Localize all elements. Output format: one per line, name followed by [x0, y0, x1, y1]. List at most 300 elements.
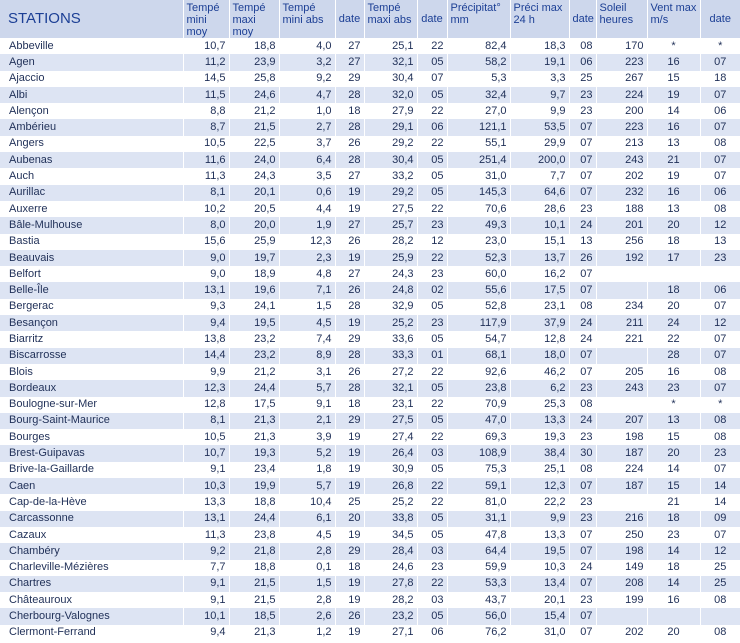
temp-mini-abs-cell: 1,5	[279, 299, 335, 315]
temp-mini-abs-cell: 3,1	[279, 364, 335, 380]
temp-mini-abs-cell: 1,8	[279, 462, 335, 478]
preci-max-cell: 15,4	[510, 608, 569, 624]
precipitation-cell: 55,6	[447, 282, 510, 298]
table-row	[0, 397, 740, 413]
temp-mini-moy-cell: 8,1	[183, 413, 229, 429]
date-maxi-cell: 23	[417, 315, 447, 331]
header-row	[0, 0, 740, 38]
station-name: Bordeaux	[0, 380, 183, 396]
precipitation-cell: 23,0	[447, 234, 510, 250]
temp-mini-moy-cell: 13,3	[183, 494, 229, 510]
precipitation-cell: 52,8	[447, 299, 510, 315]
precipitation-cell: 54,7	[447, 331, 510, 347]
temp-maxi-moy-cell: 18,8	[229, 38, 279, 54]
temp-maxi-abs-cell: 26,4	[364, 445, 417, 461]
temp-mini-moy-cell: 11,3	[183, 527, 229, 543]
temp-maxi-abs-cell: 24,6	[364, 560, 417, 576]
date-preci-cell: 07	[569, 152, 596, 168]
date-preci-cell: 24	[569, 315, 596, 331]
temp-mini-abs-cell: 4,5	[279, 527, 335, 543]
soleil-cell: 221	[596, 331, 647, 347]
temp-mini-moy-cell: 9,2	[183, 543, 229, 559]
temp-mini-moy-cell: 13,8	[183, 331, 229, 347]
date-mini-cell: 19	[335, 462, 364, 478]
date-preci-cell: 08	[569, 299, 596, 315]
date-mini-cell: 26	[335, 282, 364, 298]
date-maxi-cell: 05	[417, 608, 447, 624]
temp-mini-moy-cell: 8,7	[183, 119, 229, 135]
vent-max-cell: 16	[647, 592, 700, 608]
temp-maxi-moy-cell: 19,3	[229, 445, 279, 461]
date-vent-cell: 07	[700, 380, 740, 396]
temp-mini-abs-cell: 7,1	[279, 282, 335, 298]
temp-mini-moy-cell: 15,6	[183, 234, 229, 250]
date-vent-cell: 07	[700, 168, 740, 184]
date-preci-cell: 07	[569, 119, 596, 135]
precipitation-cell: 121,1	[447, 119, 510, 135]
temp-maxi-abs-cell: 23,2	[364, 608, 417, 624]
date-preci-cell: 24	[569, 560, 596, 576]
temp-maxi-moy-cell: 23,2	[229, 348, 279, 364]
temp-mini-abs-cell: 4,7	[279, 87, 335, 103]
temp-maxi-abs-cell: 33,2	[364, 168, 417, 184]
station-name: Besançon	[0, 315, 183, 331]
temp-maxi-abs-cell: 27,2	[364, 364, 417, 380]
date-preci-cell: 23	[569, 494, 596, 510]
temp-mini-moy-cell: 10,5	[183, 429, 229, 445]
temp-maxi-abs-cell: 27,9	[364, 103, 417, 119]
temp-maxi-moy-cell: 20,5	[229, 201, 279, 217]
temp-mini-moy-cell: 10,2	[183, 201, 229, 217]
date-preci-cell: 07	[569, 136, 596, 152]
temp-maxi-abs-cell: 27,1	[364, 625, 417, 641]
soleil-cell	[596, 608, 647, 624]
date-mini-cell: 29	[335, 331, 364, 347]
date-mini-cell: 19	[335, 185, 364, 201]
date-maxi-cell: 23	[417, 266, 447, 282]
vent-max-cell: 20	[647, 299, 700, 315]
vent-max-cell: 15	[647, 71, 700, 87]
soleil-cell: 267	[596, 71, 647, 87]
date-preci-cell: 07	[569, 364, 596, 380]
table-row	[0, 625, 740, 641]
temp-mini-abs-cell: 2,8	[279, 592, 335, 608]
temp-maxi-abs-cell: 24,3	[364, 266, 417, 282]
temp-mini-abs-cell: 5,7	[279, 380, 335, 396]
date-vent-cell: 07	[700, 87, 740, 103]
precipitation-cell: 56,0	[447, 608, 510, 624]
temp-maxi-abs-cell: 29,2	[364, 136, 417, 152]
precipitation-cell: 52,3	[447, 250, 510, 266]
date-mini-cell: 27	[335, 168, 364, 184]
date-maxi-cell: 05	[417, 152, 447, 168]
preci-max-cell: 13,3	[510, 413, 569, 429]
station-name: Ambérieu	[0, 119, 183, 135]
date-vent-cell: 07	[700, 462, 740, 478]
preci-max-cell: 46,2	[510, 364, 569, 380]
soleil-cell: 216	[596, 511, 647, 527]
date-preci-cell: 07	[569, 282, 596, 298]
date-mini-cell: 18	[335, 397, 364, 413]
temp-mini-moy-cell: 13,1	[183, 511, 229, 527]
preci-max-cell: 18,0	[510, 348, 569, 364]
soleil-cell: 200	[596, 103, 647, 119]
temp-maxi-moy-cell: 22,5	[229, 136, 279, 152]
soleil-cell: 207	[596, 413, 647, 429]
table-row	[0, 201, 740, 217]
temp-mini-abs-cell: 6,1	[279, 511, 335, 527]
temp-mini-abs-cell: 1,9	[279, 217, 335, 233]
date-preci-cell: 23	[569, 429, 596, 445]
temp-mini-abs-cell: 2,6	[279, 608, 335, 624]
header-temp-maxi-moy: Tempé maxi moy	[229, 0, 279, 38]
date-vent-cell: 07	[700, 348, 740, 364]
vent-max-cell: 16	[647, 119, 700, 135]
preci-max-cell: 13,3	[510, 527, 569, 543]
preci-max-cell: 18,3	[510, 38, 569, 54]
vent-max-cell: *	[647, 397, 700, 413]
table-row	[0, 119, 740, 135]
precipitation-cell: 32,4	[447, 87, 510, 103]
precipitation-cell: 23,8	[447, 380, 510, 396]
table-row	[0, 511, 740, 527]
station-name: Cherbourg-Valognes	[0, 608, 183, 624]
date-mini-cell: 29	[335, 543, 364, 559]
temp-mini-moy-cell: 10,3	[183, 478, 229, 494]
temp-maxi-moy-cell: 24,0	[229, 152, 279, 168]
soleil-cell: 201	[596, 217, 647, 233]
date-preci-cell: 07	[569, 608, 596, 624]
vent-max-cell: 16	[647, 185, 700, 201]
station-name: Bourg-Saint-Maurice	[0, 413, 183, 429]
temp-maxi-moy-cell: 23,9	[229, 54, 279, 70]
vent-max-cell: 18	[647, 560, 700, 576]
soleil-cell: 202	[596, 625, 647, 641]
temp-maxi-abs-cell: 29,1	[364, 119, 417, 135]
station-name: Albi	[0, 87, 183, 103]
temp-mini-moy-cell: 9,4	[183, 625, 229, 641]
preci-max-cell: 12,3	[510, 478, 569, 494]
station-name: Bourges	[0, 429, 183, 445]
station-name: Clermont-Ferrand	[0, 625, 183, 641]
temp-maxi-moy-cell: 21,5	[229, 119, 279, 135]
date-maxi-cell: 22	[417, 250, 447, 266]
vent-max-cell: 15	[647, 429, 700, 445]
header-preci-max-24h: Préci max 24 h	[510, 0, 569, 38]
station-name: Cazaux	[0, 527, 183, 543]
date-maxi-cell: 05	[417, 380, 447, 396]
station-name: Chartres	[0, 576, 183, 592]
date-preci-cell: 08	[569, 38, 596, 54]
date-vent-cell	[700, 608, 740, 624]
date-mini-cell: 29	[335, 413, 364, 429]
date-vent-cell: 18	[700, 71, 740, 87]
date-preci-cell: 07	[569, 625, 596, 641]
vent-max-cell: 20	[647, 625, 700, 641]
date-mini-cell: 18	[335, 560, 364, 576]
temp-maxi-abs-cell: 25,1	[364, 38, 417, 54]
date-mini-cell: 19	[335, 445, 364, 461]
station-name: Châteauroux	[0, 592, 183, 608]
station-name: Chambéry	[0, 543, 183, 559]
temp-maxi-abs-cell: 32,9	[364, 299, 417, 315]
date-preci-cell: 08	[569, 462, 596, 478]
vent-max-cell: 18	[647, 234, 700, 250]
temp-mini-moy-cell: 11,2	[183, 54, 229, 70]
date-vent-cell: 07	[700, 54, 740, 70]
header-date-mini: date	[335, 0, 364, 38]
date-vent-cell: 14	[700, 494, 740, 510]
precipitation-cell: 5,3	[447, 71, 510, 87]
date-vent-cell: 08	[700, 429, 740, 445]
date-maxi-cell: 22	[417, 576, 447, 592]
temp-maxi-moy-cell: 23,2	[229, 331, 279, 347]
temp-mini-moy-cell: 11,6	[183, 152, 229, 168]
station-name: Aurillac	[0, 185, 183, 201]
precipitation-cell: 47,8	[447, 527, 510, 543]
temp-maxi-moy-cell: 25,9	[229, 234, 279, 250]
vent-max-cell: 18	[647, 511, 700, 527]
date-vent-cell: 08	[700, 625, 740, 641]
vent-max-cell: 19	[647, 87, 700, 103]
temp-mini-abs-cell: 10,4	[279, 494, 335, 510]
table-row	[0, 87, 740, 103]
date-preci-cell: 07	[569, 185, 596, 201]
vent-max-cell: 13	[647, 136, 700, 152]
precipitation-cell: 145,3	[447, 185, 510, 201]
temp-mini-abs-cell: 1,5	[279, 576, 335, 592]
precipitation-cell: 117,9	[447, 315, 510, 331]
date-preci-cell: 23	[569, 201, 596, 217]
soleil-cell: 198	[596, 543, 647, 559]
date-maxi-cell: 01	[417, 348, 447, 364]
temp-mini-moy-cell: 14,4	[183, 348, 229, 364]
vent-max-cell: 14	[647, 543, 700, 559]
preci-max-cell: 13,7	[510, 250, 569, 266]
preci-max-cell: 6,2	[510, 380, 569, 396]
soleil-cell: 250	[596, 527, 647, 543]
date-vent-cell: 13	[700, 234, 740, 250]
preci-max-cell: 19,5	[510, 543, 569, 559]
date-vent-cell: 09	[700, 511, 740, 527]
date-mini-cell: 19	[335, 625, 364, 641]
date-mini-cell: 27	[335, 54, 364, 70]
table-row	[0, 543, 740, 559]
temp-maxi-moy-cell: 19,5	[229, 315, 279, 331]
table-row	[0, 250, 740, 266]
temp-maxi-abs-cell: 24,8	[364, 282, 417, 298]
soleil-cell: 198	[596, 429, 647, 445]
temp-maxi-moy-cell: 18,8	[229, 494, 279, 510]
soleil-cell: 208	[596, 576, 647, 592]
preci-max-cell: 15,1	[510, 234, 569, 250]
preci-max-cell: 12,8	[510, 331, 569, 347]
vent-max-cell: 20	[647, 445, 700, 461]
header-precipitation: Précipitat° mm	[447, 0, 510, 38]
temp-mini-abs-cell: 12,3	[279, 234, 335, 250]
soleil-cell	[596, 348, 647, 364]
soleil-cell: 199	[596, 592, 647, 608]
date-maxi-cell: 07	[417, 71, 447, 87]
soleil-cell: 170	[596, 38, 647, 54]
date-maxi-cell: 22	[417, 429, 447, 445]
date-vent-cell: 07	[700, 299, 740, 315]
date-maxi-cell: 06	[417, 625, 447, 641]
temp-mini-moy-cell: 10,7	[183, 445, 229, 461]
station-name: Bergerac	[0, 299, 183, 315]
temp-maxi-moy-cell: 17,5	[229, 397, 279, 413]
precipitation-cell: 49,3	[447, 217, 510, 233]
vent-max-cell: 24	[647, 315, 700, 331]
temp-maxi-moy-cell: 24,3	[229, 168, 279, 184]
table-row	[0, 478, 740, 494]
temp-maxi-abs-cell: 34,5	[364, 527, 417, 543]
vent-max-cell: 22	[647, 331, 700, 347]
temp-mini-moy-cell: 9,3	[183, 299, 229, 315]
table-row	[0, 136, 740, 152]
precipitation-cell: 81,0	[447, 494, 510, 510]
temp-maxi-abs-cell: 25,2	[364, 494, 417, 510]
vent-max-cell: 17	[647, 250, 700, 266]
vent-max-cell: 21	[647, 494, 700, 510]
preci-max-cell: 19,3	[510, 429, 569, 445]
date-mini-cell: 19	[335, 478, 364, 494]
table-row	[0, 445, 740, 461]
temp-maxi-moy-cell: 25,8	[229, 71, 279, 87]
temp-mini-abs-cell: 7,4	[279, 331, 335, 347]
vent-max-cell: 18	[647, 282, 700, 298]
date-mini-cell: 26	[335, 136, 364, 152]
temp-mini-abs-cell: 2,1	[279, 413, 335, 429]
precipitation-cell: 59,9	[447, 560, 510, 576]
temp-maxi-abs-cell: 27,5	[364, 201, 417, 217]
vent-max-cell: 13	[647, 413, 700, 429]
vent-max-cell: 20	[647, 217, 700, 233]
vent-max-cell: 23	[647, 380, 700, 396]
date-preci-cell: 07	[569, 266, 596, 282]
station-name: Brive-la-Gaillarde	[0, 462, 183, 478]
precipitation-cell: 69,3	[447, 429, 510, 445]
table-row	[0, 152, 740, 168]
temp-maxi-abs-cell: 25,7	[364, 217, 417, 233]
soleil-cell: 187	[596, 478, 647, 494]
temp-mini-moy-cell: 9,1	[183, 462, 229, 478]
station-name: Blois	[0, 364, 183, 380]
temp-maxi-moy-cell: 21,3	[229, 413, 279, 429]
table-row	[0, 71, 740, 87]
date-preci-cell: 07	[569, 478, 596, 494]
date-mini-cell: 26	[335, 608, 364, 624]
temp-maxi-moy-cell: 24,4	[229, 380, 279, 396]
date-vent-cell: *	[700, 38, 740, 54]
station-name: Biscarrosse	[0, 348, 183, 364]
temp-maxi-moy-cell: 18,9	[229, 266, 279, 282]
temp-mini-moy-cell: 8,0	[183, 217, 229, 233]
temp-mini-moy-cell: 12,8	[183, 397, 229, 413]
soleil-cell: 187	[596, 445, 647, 461]
temp-mini-abs-cell: 1,0	[279, 103, 335, 119]
date-preci-cell: 24	[569, 413, 596, 429]
header-temp-mini-moy: Tempé mini moy	[183, 0, 229, 38]
date-maxi-cell: 22	[417, 364, 447, 380]
table-row	[0, 527, 740, 543]
date-preci-cell: 25	[569, 71, 596, 87]
temp-mini-abs-cell: 9,2	[279, 71, 335, 87]
date-preci-cell: 23	[569, 592, 596, 608]
header-temp-mini-abs: Tempé mini abs	[279, 0, 335, 38]
preci-max-cell: 16,2	[510, 266, 569, 282]
table-row	[0, 103, 740, 119]
header-date-vent: date	[700, 0, 740, 38]
temp-maxi-moy-cell: 20,0	[229, 217, 279, 233]
date-maxi-cell: 05	[417, 87, 447, 103]
temp-mini-moy-cell: 9,1	[183, 576, 229, 592]
date-maxi-cell: 22	[417, 136, 447, 152]
precipitation-cell: 82,4	[447, 38, 510, 54]
date-preci-cell: 07	[569, 527, 596, 543]
station-name: Agen	[0, 54, 183, 70]
date-maxi-cell: 05	[417, 185, 447, 201]
table-row	[0, 234, 740, 250]
date-maxi-cell: 22	[417, 478, 447, 494]
table-row	[0, 282, 740, 298]
temp-mini-abs-cell: 2,8	[279, 543, 335, 559]
date-vent-cell: 07	[700, 331, 740, 347]
header-date-preci: date	[569, 0, 596, 38]
date-mini-cell: 28	[335, 119, 364, 135]
preci-max-cell: 7,7	[510, 168, 569, 184]
temp-maxi-moy-cell: 21,3	[229, 625, 279, 641]
date-vent-cell: 12	[700, 543, 740, 559]
station-name: Cap-de-la-Hève	[0, 494, 183, 510]
vent-max-cell: 19	[647, 168, 700, 184]
date-mini-cell: 26	[335, 234, 364, 250]
date-preci-cell: 24	[569, 217, 596, 233]
temp-maxi-abs-cell: 23,1	[364, 397, 417, 413]
temp-maxi-abs-cell: 32,1	[364, 380, 417, 396]
date-maxi-cell: 12	[417, 234, 447, 250]
station-name: Bastia	[0, 234, 183, 250]
table-row	[0, 608, 740, 624]
temp-maxi-abs-cell: 28,2	[364, 234, 417, 250]
temp-maxi-moy-cell: 18,8	[229, 560, 279, 576]
preci-max-cell: 29,9	[510, 136, 569, 152]
date-mini-cell: 28	[335, 152, 364, 168]
temp-mini-abs-cell: 4,4	[279, 201, 335, 217]
precipitation-cell: 47,0	[447, 413, 510, 429]
soleil-cell: 211	[596, 315, 647, 331]
temp-maxi-abs-cell: 25,2	[364, 315, 417, 331]
temp-maxi-moy-cell: 23,4	[229, 462, 279, 478]
table-row	[0, 331, 740, 347]
date-preci-cell: 13	[569, 234, 596, 250]
temp-mini-abs-cell: 4,0	[279, 38, 335, 54]
header-temp-maxi-abs: Tempé maxi abs	[364, 0, 417, 38]
table-row	[0, 348, 740, 364]
date-vent-cell: 08	[700, 364, 740, 380]
preci-max-cell: 13,4	[510, 576, 569, 592]
date-mini-cell: 27	[335, 217, 364, 233]
temp-mini-abs-cell: 4,5	[279, 315, 335, 331]
date-maxi-cell: 05	[417, 54, 447, 70]
date-mini-cell: 28	[335, 380, 364, 396]
date-vent-cell: 12	[700, 315, 740, 331]
temp-maxi-moy-cell: 21,8	[229, 543, 279, 559]
soleil-cell	[596, 397, 647, 413]
table-row	[0, 413, 740, 429]
date-vent-cell: 08	[700, 201, 740, 217]
temp-maxi-abs-cell: 25,9	[364, 250, 417, 266]
